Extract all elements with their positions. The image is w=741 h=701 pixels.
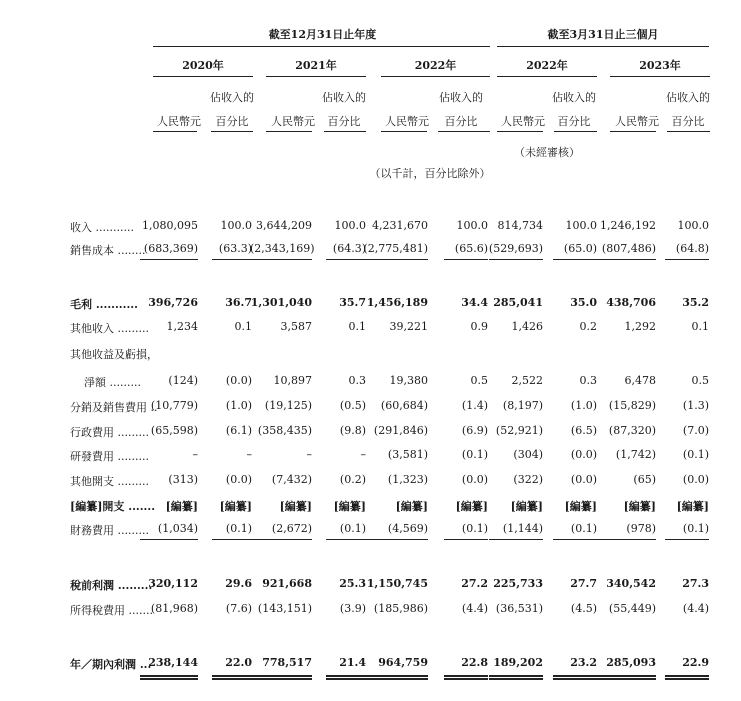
table-cell: – bbox=[192, 448, 198, 461]
table-cell: (0.1) bbox=[682, 448, 709, 461]
table-cell: (0.1) bbox=[461, 522, 488, 535]
table-cell: 3,587 bbox=[280, 320, 312, 333]
col-pct-line1: 佔收入的 bbox=[210, 91, 254, 104]
row-label-cost-of-sales: 銷售成本 ........ bbox=[70, 244, 146, 257]
subtotal-rule bbox=[326, 259, 366, 260]
table-cell: (0.0) bbox=[682, 473, 709, 486]
subtotal-rule bbox=[489, 539, 543, 540]
col-pct-line2: 百分比 bbox=[327, 115, 361, 128]
table-cell: (978) bbox=[626, 522, 656, 535]
table-cell: (1,034) bbox=[157, 522, 198, 535]
table-cell: (6.9) bbox=[461, 424, 488, 437]
row-label-profit-for-period: 年／期內利潤 ... bbox=[70, 658, 152, 671]
row-label-distribution-selling: 分銷及銷售費用 .. bbox=[70, 401, 158, 414]
col-rmb: 人民幣元 bbox=[615, 115, 659, 128]
table-cell: 1,301,040 bbox=[250, 296, 312, 309]
table-cell: 21.4 bbox=[339, 656, 366, 669]
table-cell: 22.0 bbox=[225, 656, 252, 669]
total-double-rule bbox=[596, 675, 656, 680]
table-cell: (4.4) bbox=[682, 602, 709, 615]
table-cell: (2,343,169) bbox=[250, 242, 315, 255]
table-cell: 100.0 bbox=[334, 219, 366, 232]
table-cell: 964,759 bbox=[378, 656, 428, 669]
table-cell: 1,080,095 bbox=[142, 219, 198, 232]
table-cell: [編纂] bbox=[676, 500, 709, 513]
total-double-rule bbox=[364, 675, 428, 680]
subtotal-rule bbox=[140, 539, 198, 540]
table-cell: 0.2 bbox=[579, 320, 597, 333]
table-cell: – bbox=[306, 448, 312, 461]
period-rule bbox=[497, 76, 597, 77]
col-pct-line2: 百分比 bbox=[671, 115, 705, 128]
col-rule bbox=[266, 131, 312, 132]
table-cell: 0.3 bbox=[579, 374, 597, 387]
subtotal-rule bbox=[596, 259, 656, 260]
group-rule-q1 bbox=[497, 46, 709, 47]
table-cell: (0.1) bbox=[570, 522, 597, 535]
table-cell: (0.1) bbox=[461, 448, 488, 461]
table-cell: 19,380 bbox=[389, 374, 428, 387]
table-cell: (6.5) bbox=[570, 424, 597, 437]
group-rule-year bbox=[153, 46, 490, 47]
table-cell: 320,112 bbox=[148, 577, 198, 590]
table-cell: (10,779) bbox=[150, 399, 198, 412]
table-cell: (7.0) bbox=[682, 424, 709, 437]
table-cell: [編纂] bbox=[333, 500, 366, 513]
col-rule bbox=[324, 131, 366, 132]
table-cell: 921,668 bbox=[262, 577, 312, 590]
col-rule bbox=[667, 131, 710, 132]
table-cell: [編纂] bbox=[219, 500, 252, 513]
total-double-rule bbox=[489, 675, 543, 680]
unaudited-note: （未經審核） bbox=[514, 146, 580, 159]
table-cell: (55,449) bbox=[608, 602, 656, 615]
subtotal-rule bbox=[326, 539, 366, 540]
table-cell: (4,569) bbox=[387, 522, 428, 535]
table-cell: 238,144 bbox=[148, 656, 198, 669]
total-double-rule bbox=[252, 675, 312, 680]
table-cell: 35.2 bbox=[682, 296, 709, 309]
col-rule bbox=[211, 131, 253, 132]
subtotal-rule bbox=[364, 539, 428, 540]
table-cell: (1.0) bbox=[225, 399, 252, 412]
table-cell: 27.2 bbox=[461, 577, 488, 590]
subtotal-rule bbox=[596, 539, 656, 540]
table-cell: (291,846) bbox=[373, 424, 428, 437]
table-cell: 0.1 bbox=[348, 320, 366, 333]
table-cell: 396,726 bbox=[148, 296, 198, 309]
table-cell: (185,986) bbox=[373, 602, 428, 615]
table-cell: (0.0) bbox=[225, 374, 252, 387]
table-cell: 22.8 bbox=[461, 656, 488, 669]
table-cell: 340,542 bbox=[606, 577, 656, 590]
period-2021: 2021年 bbox=[295, 59, 337, 72]
table-cell: 100.0 bbox=[565, 219, 597, 232]
col-rule bbox=[554, 131, 597, 132]
table-cell: (65,598) bbox=[150, 424, 198, 437]
table-cell: 1,456,189 bbox=[366, 296, 428, 309]
table-cell: (0.0) bbox=[225, 473, 252, 486]
table-cell: (19,125) bbox=[264, 399, 312, 412]
table-cell: (60,684) bbox=[380, 399, 428, 412]
table-cell: [編纂] bbox=[455, 500, 488, 513]
period-2023-q1: 2023年 bbox=[639, 59, 681, 72]
table-cell: 0.9 bbox=[470, 320, 488, 333]
table-cell: (2,672) bbox=[271, 522, 312, 535]
subtotal-rule bbox=[489, 259, 543, 260]
table-cell: (0.2) bbox=[339, 473, 366, 486]
table-cell: (9.8) bbox=[339, 424, 366, 437]
table-cell: 1,292 bbox=[624, 320, 656, 333]
subtotal-rule bbox=[553, 539, 597, 540]
row-label-other-income: 其他收入 ......... bbox=[70, 322, 149, 335]
table-cell: (529,693) bbox=[488, 242, 543, 255]
col-pct-line2: 百分比 bbox=[557, 115, 591, 128]
table-cell: (3,581) bbox=[387, 448, 428, 461]
subtotal-rule bbox=[252, 539, 312, 540]
subtotal-rule bbox=[212, 539, 252, 540]
col-rmb: 人民幣元 bbox=[271, 115, 315, 128]
table-cell: 100.0 bbox=[677, 219, 709, 232]
table-cell: 23.2 bbox=[570, 656, 597, 669]
col-rule bbox=[610, 131, 656, 132]
table-cell: 1,150,745 bbox=[366, 577, 428, 590]
table-cell: (313) bbox=[168, 473, 198, 486]
col-rule bbox=[381, 131, 427, 132]
table-cell: 39,221 bbox=[389, 320, 428, 333]
table-cell: (0.5) bbox=[339, 399, 366, 412]
table-cell: (4.4) bbox=[461, 602, 488, 615]
table-cell: (322) bbox=[513, 473, 543, 486]
table-cell: 814,734 bbox=[497, 219, 543, 232]
table-cell: [編纂] bbox=[165, 500, 198, 513]
table-cell: 285,041 bbox=[493, 296, 543, 309]
table-cell: 4,231,670 bbox=[372, 219, 428, 232]
table-cell: – bbox=[360, 448, 366, 461]
row-label-other-expenses: 其他開支 ......... bbox=[70, 475, 149, 488]
table-cell: (65.0) bbox=[563, 242, 597, 255]
table-cell: (1.3) bbox=[682, 399, 709, 412]
row-label-net: 淨額 ......... bbox=[84, 376, 141, 389]
table-cell: (7.6) bbox=[225, 602, 252, 615]
subtotal-rule bbox=[444, 539, 488, 540]
table-cell: (1.0) bbox=[570, 399, 597, 412]
col-rule bbox=[497, 131, 543, 132]
table-cell: (64.3) bbox=[332, 242, 366, 255]
period-2022-q1: 2022年 bbox=[526, 59, 568, 72]
table-cell: 10,897 bbox=[273, 374, 312, 387]
table-cell: 27.3 bbox=[682, 577, 709, 590]
table-cell: (63.3) bbox=[218, 242, 252, 255]
table-cell: 22.9 bbox=[682, 656, 709, 669]
table-cell: 3,644,209 bbox=[256, 219, 312, 232]
table-cell: [編纂] bbox=[279, 500, 312, 513]
table-cell: (0.0) bbox=[461, 473, 488, 486]
subtotal-rule bbox=[212, 259, 252, 260]
col-pct-line2: 百分比 bbox=[215, 115, 249, 128]
table-cell: 25.3 bbox=[339, 577, 366, 590]
row-label-redacted-expenses: [編纂]開支 ....... bbox=[70, 500, 156, 513]
table-cell: (81,968) bbox=[150, 602, 198, 615]
table-cell: – bbox=[246, 448, 252, 461]
col-rmb: 人民幣元 bbox=[157, 115, 201, 128]
table-cell: 34.4 bbox=[461, 296, 488, 309]
total-double-rule bbox=[140, 675, 198, 680]
table-cell: (1,323) bbox=[387, 473, 428, 486]
table-cell: (683,369) bbox=[143, 242, 198, 255]
table-cell: (0.1) bbox=[225, 522, 252, 535]
table-cell: (0.1) bbox=[339, 522, 366, 535]
table-cell: (65.6) bbox=[454, 242, 488, 255]
period-rule bbox=[610, 76, 710, 77]
group-header-year: 截至12月31日止年度 bbox=[268, 28, 377, 41]
table-cell: 438,706 bbox=[606, 296, 656, 309]
table-cell: 100.0 bbox=[456, 219, 488, 232]
col-pct-line1: 佔收入的 bbox=[322, 91, 366, 104]
table-cell: (64.8) bbox=[675, 242, 709, 255]
table-cell: 27.7 bbox=[570, 577, 597, 590]
table-cell: (304) bbox=[513, 448, 543, 461]
subtotal-rule bbox=[252, 259, 312, 260]
table-cell: 285,093 bbox=[606, 656, 656, 669]
col-rule bbox=[438, 131, 490, 132]
table-cell: (0.0) bbox=[570, 473, 597, 486]
table-cell: (52,921) bbox=[495, 424, 543, 437]
table-cell: 6,478 bbox=[624, 374, 656, 387]
row-label-admin: 行政費用 ......... bbox=[70, 426, 149, 439]
table-cell: (358,435) bbox=[257, 424, 312, 437]
col-rule bbox=[153, 131, 197, 132]
subtotal-rule bbox=[553, 259, 597, 260]
col-pct-line1: 佔收入的 bbox=[666, 91, 710, 104]
table-cell: (6.1) bbox=[225, 424, 252, 437]
col-pct-line1: 佔收入的 bbox=[552, 91, 596, 104]
table-cell: (1,742) bbox=[615, 448, 656, 461]
table-cell: 225,733 bbox=[493, 577, 543, 590]
table-cell: 1,246,192 bbox=[600, 219, 656, 232]
table-cell: 1,234 bbox=[166, 320, 198, 333]
total-double-rule bbox=[212, 675, 252, 680]
table-cell: 29.6 bbox=[225, 577, 252, 590]
period-rule bbox=[153, 76, 253, 77]
row-label-rnd: 研發費用 ......... bbox=[70, 450, 149, 463]
table-cell: (65) bbox=[633, 473, 656, 486]
table-cell: (124) bbox=[168, 374, 198, 387]
table-cell: 0.1 bbox=[691, 320, 709, 333]
table-cell: 100.0 bbox=[220, 219, 252, 232]
row-label-revenue: 收入 ........... bbox=[70, 221, 134, 234]
table-cell: 0.3 bbox=[348, 374, 366, 387]
table-cell: [編纂] bbox=[395, 500, 428, 513]
col-pct-line2: 百分比 bbox=[444, 115, 478, 128]
subtotal-rule bbox=[665, 259, 709, 260]
unit-note: （以千計，百分比除外） bbox=[369, 167, 491, 180]
table-cell: (2,775,481) bbox=[363, 242, 428, 255]
table-cell: [編纂] bbox=[564, 500, 597, 513]
table-cell: (4.5) bbox=[570, 602, 597, 615]
total-double-rule bbox=[665, 675, 709, 680]
table-cell: (0.0) bbox=[570, 448, 597, 461]
row-label-gross-profit: 毛利 ........... bbox=[70, 298, 138, 311]
table-cell: (87,320) bbox=[608, 424, 656, 437]
row-label-other-gains-losses: 其他收益及虧損， bbox=[70, 348, 158, 361]
period-2022: 2022年 bbox=[414, 59, 457, 72]
table-cell: (36,531) bbox=[495, 602, 543, 615]
period-2020: 2020年 bbox=[182, 59, 224, 72]
table-cell: (15,829) bbox=[608, 399, 656, 412]
col-pct-line1: 佔收入的 bbox=[439, 91, 483, 104]
table-cell: 778,517 bbox=[262, 656, 312, 669]
total-double-rule bbox=[326, 675, 366, 680]
row-label-finance-costs: 財務費用 ......... bbox=[70, 524, 149, 537]
total-double-rule bbox=[444, 675, 488, 680]
table-cell: 36.7 bbox=[225, 296, 252, 309]
row-label-income-tax: 所得稅費用 ....... bbox=[70, 604, 153, 617]
row-label-profit-before-tax: 稅前利潤 ......... bbox=[70, 579, 153, 592]
table-cell: [編纂] bbox=[510, 500, 543, 513]
subtotal-rule bbox=[140, 259, 198, 260]
table-cell: (807,486) bbox=[601, 242, 656, 255]
table-cell: 189,202 bbox=[493, 656, 543, 669]
table-cell: (7,432) bbox=[271, 473, 312, 486]
table-cell: 35.0 bbox=[570, 296, 597, 309]
table-cell: 1,426 bbox=[511, 320, 543, 333]
table-cell: (0.1) bbox=[682, 522, 709, 535]
period-rule bbox=[381, 76, 490, 77]
period-rule bbox=[266, 76, 366, 77]
subtotal-rule bbox=[364, 259, 428, 260]
subtotal-rule bbox=[665, 539, 709, 540]
col-rmb: 人民幣元 bbox=[385, 115, 429, 128]
table-cell: [編纂] bbox=[623, 500, 656, 513]
table-cell: (8,197) bbox=[502, 399, 543, 412]
table-cell: (3.9) bbox=[339, 602, 366, 615]
table-cell: (143,151) bbox=[257, 602, 312, 615]
table-cell: (1,144) bbox=[502, 522, 543, 535]
col-rmb: 人民幣元 bbox=[501, 115, 545, 128]
table-cell: 0.1 bbox=[234, 320, 252, 333]
table-cell: 35.7 bbox=[339, 296, 366, 309]
table-cell: 0.5 bbox=[470, 374, 488, 387]
table-cell: 2,522 bbox=[511, 374, 543, 387]
subtotal-rule bbox=[444, 259, 488, 260]
table-cell: (1.4) bbox=[461, 399, 488, 412]
table-cell: 0.5 bbox=[691, 374, 709, 387]
group-header-q1: 截至3月31日止三個月 bbox=[547, 28, 659, 41]
total-double-rule bbox=[553, 675, 597, 680]
